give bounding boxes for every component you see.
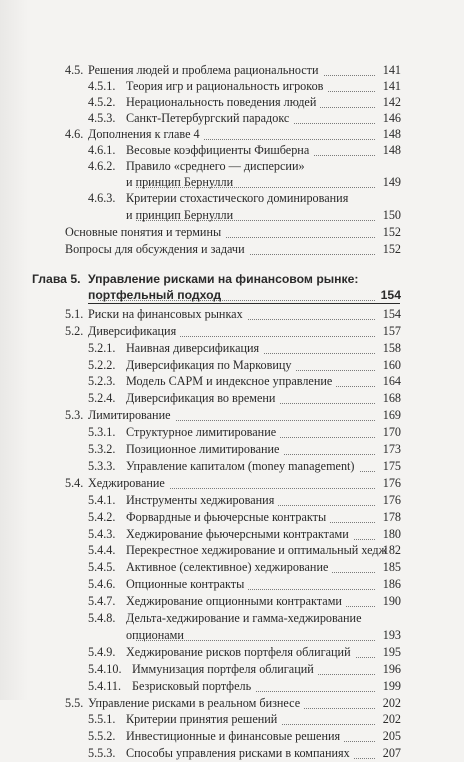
toc-entry-title: Теория игр и рациональность игроков [126,78,327,95]
toc-entry-title: Перекрестное хеджирование и оптимальный хедж [126,542,391,559]
toc-entry-page-number: 152 [382,242,401,256]
toc-entry-number: 5.4.8. [88,611,116,625]
toc-entry-number: 5.4.9. [88,644,116,659]
toc-entry-page-number: 164 [382,374,401,389]
toc-entry[interactable] [0,593,464,610]
toc-entry-title: Санкт-Петербургский парадокс [126,110,293,127]
toc-entry-title: Лимитирование [88,407,175,424]
toc-entry-title: Правило «среднего — дисперсии» [126,158,309,175]
toc-entry-page-number: 142 [382,95,401,109]
toc-entry-page-number: 160 [382,357,401,372]
toc-entry-title: Позиционное лимитирование [126,441,283,458]
toc-entry-title: Управление рисками в реальном бизнесе [88,695,304,712]
toc-entry-page-number: 154 [380,288,401,302]
toc-entry-page-number: 154 [382,306,401,321]
toc-entry-number: 5.1. [65,306,84,321]
toc-entry-page-number: 146 [382,111,401,125]
toc-entry-title: Хеджирование опционными контрактами [126,593,346,610]
toc-entry-number: 4.5.3. [88,111,116,125]
toc-entry-page-number: 170 [382,425,401,440]
toc-entry-page-number: 202 [382,695,401,710]
toc-entry-title: Дополнения к главе 4 [88,126,204,143]
toc-entry-number: 5.3.3. [88,458,116,473]
toc-entry-title: Иммунизация портфеля облигаций [132,661,318,678]
toc-entry-number: 5.4.6. [88,577,116,592]
toc-entry-title: Диверсификация [88,323,180,340]
chapter-title: Управление рисками на финансовом рынке: [88,271,362,288]
toc-entry-number: 5.4.3. [88,526,116,541]
toc-entry-number: 5.2. [65,323,84,338]
chapter-title: портфельный подход [88,288,222,302]
toc-entry-page-number: 205 [382,729,401,744]
toc-entry-number: 4.6.3. [88,191,116,205]
toc-entry-page-number: 149 [382,175,401,189]
toc-entry-page-number: 141 [382,63,401,77]
toc-entry-number: 5.4.11. [88,678,122,693]
toc-entry-page-number: 169 [382,408,401,423]
toc-entry-number: 5.4. [65,475,84,490]
toc-entry-title: Критерии принятия решений [126,711,281,728]
toc-entry-number: Глава 5. [32,272,81,286]
toc-entry-page-number: 173 [382,442,401,456]
toc-entry-number: 5.5.3. [88,746,116,761]
toc-entry-number: 4.6. [65,127,84,141]
toc-entry-title: Хеджирование рисков портфеля облигаций [126,644,355,661]
toc-entry-title: опционами [126,627,184,642]
toc-entry-title: Риски на финансовых рынках [88,306,247,323]
toc-entry-title: Вопросы для обсуждения и задачи [65,241,249,258]
toc-entry-title: Наивная диверсификация [126,340,263,357]
toc-entry-number: 5.4.10. [88,661,122,676]
toc-entry-number: 5.4.5. [88,560,116,575]
toc-entry-number: 5.5. [65,695,84,710]
toc-entry[interactable] [0,142,464,159]
toc-entry-title: Хеджирование фьючерсными контрактами [126,526,353,543]
toc-entry-page-number: 178 [382,509,401,524]
toc-entry-number: 5.2.1. [88,340,116,355]
toc-entry-page-number: 141 [382,79,401,93]
toc-entry-title: Диверсификация во времени [126,390,279,407]
toc-entry-page-number: 202 [382,712,401,727]
toc-entry-number: 4.5.1. [88,79,116,93]
toc-entry-page-number: 158 [382,340,401,355]
toc-entry-title: Инвестиционные и финансовые решения [126,728,344,745]
toc-entry-page-number: 190 [382,594,401,609]
toc-entry-page-number: 157 [382,323,401,338]
toc-entry[interactable] [0,241,464,258]
toc-entry-title: Диверсификация по Марковицу [126,357,296,374]
toc-entry-number: 5.5.1. [88,712,116,727]
toc-entry-number: 4.6.2. [88,159,116,173]
toc-entry-page-number: 150 [382,208,401,222]
toc-entry-page-number: 196 [382,661,401,676]
toc-entry-title: Активное (селективное) хеджирование [126,559,332,576]
toc-entry-page-number: 193 [382,627,401,642]
toc-entry-number: 5.2.3. [88,374,116,389]
toc-entry-page-number: 176 [382,492,401,507]
toc-entry-page-number: 148 [382,143,401,157]
toc-entry-number: 4.5.2. [88,95,116,109]
toc-entry-title: Инструменты хеджирования [126,492,278,509]
toc-entry-number: 4.6.1. [88,143,116,157]
toc-entry-title: Структурное лимитирование [126,424,280,441]
toc-entry-title: Критерии стохастического доминирования [126,190,352,207]
toc-entry-title: Дельта-хеджирование и гамма-хеджирование [126,610,365,627]
toc-entry-page-number: 185 [382,560,401,575]
toc-entry-page-number: 148 [382,127,401,141]
toc-entry[interactable] [0,174,464,191]
toc-entry-number: 5.4.7. [88,594,116,609]
toc-entry-number: 5.2.4. [88,391,116,406]
toc-entry-number: 5.5.2. [88,729,116,744]
toc-entry-number: 5.3.1. [88,425,116,440]
toc-entry-title: Управление капиталом (money management) [126,458,359,475]
toc-entry-page-number: 207 [382,746,401,761]
toc-entry-title: и принцип Бернулли [126,175,234,189]
toc-entry-title: Хеджирование [88,475,169,492]
toc-entry-number: 5.3.2. [88,442,116,456]
toc-entry-page-number: 182 [382,543,401,558]
toc-entry-number: 4.5. [65,63,84,77]
toc-entry-page-number: 152 [382,225,401,239]
toc-entry-title: Основные понятия и термины [65,224,225,241]
toc-entry-title: Весовые коэффициенты Фишберна [126,142,313,159]
toc-entry-page-number: 186 [382,577,401,592]
toc-entry-title: Нерациональность поведения людей [126,94,320,111]
toc-entry-number: 5.3. [65,408,84,423]
toc-entry-number: 5.4.4. [88,543,116,558]
toc-entry-page-number: 176 [382,475,401,490]
toc-entry-title: Опционные контракты [126,576,248,593]
toc-entry-page-number: 175 [382,458,401,473]
toc-entry-page-number: 199 [382,678,401,693]
toc-entry-page-number: 195 [382,644,401,659]
toc-entry-title: Решения людей и проблема рациональности [88,62,323,79]
toc-entry-title: Способы управления рисками в компаниях [126,745,354,762]
toc-entry-page-number: 168 [382,391,401,406]
toc-entry-number: 5.4.1. [88,492,116,507]
toc-entry-title: и принцип Бернулли [126,208,234,222]
toc-entry-title: Модель CAPM и индексное управление [126,373,336,390]
toc-entry-number: 5.2.2. [88,357,116,372]
toc-entry[interactable] [0,745,464,762]
toc-entry-page-number: 180 [382,526,401,541]
toc-entry-number: 5.4.2. [88,509,116,524]
toc-entry-title: Безрисковый портфель [132,678,255,695]
toc-entry-title: Форвардные и фьючерсные контракты [126,509,330,526]
